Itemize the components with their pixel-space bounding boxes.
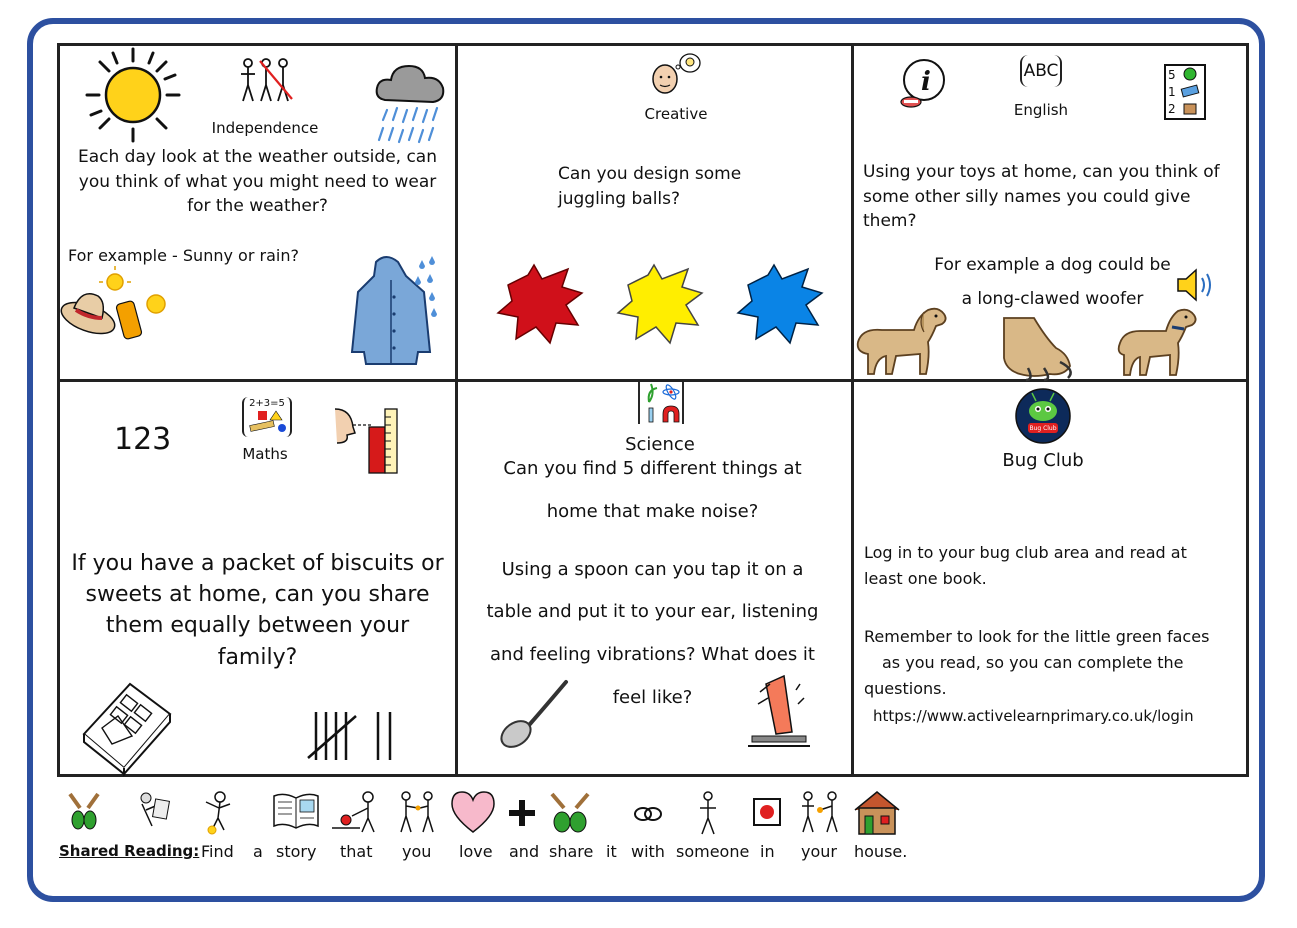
red-paint-splodge — [498, 265, 582, 343]
share-hands-icon — [548, 790, 592, 834]
science-line5: and feeling vibrations? What does it — [490, 644, 815, 665]
rain-cloud-icon — [373, 58, 448, 148]
measuring-height-icon — [333, 407, 403, 477]
blue-paint-splodge — [738, 265, 822, 343]
word-your: your — [801, 842, 837, 861]
word-it: it — [606, 842, 617, 861]
word-you: you — [402, 842, 432, 861]
bugclub-text2-line2: as you read, so you can complete the — [882, 653, 1184, 672]
hands-share-icon — [66, 790, 102, 832]
word-story: story — [276, 842, 317, 861]
find-person-icon — [200, 790, 234, 836]
svg-text:5: 5 — [1168, 68, 1176, 82]
independence-example: For example - Sunny or rain? — [68, 246, 299, 265]
your-people-icon — [798, 790, 842, 834]
someone-person-icon — [696, 790, 720, 836]
tally-marks-icon — [306, 708, 396, 764]
numbered-list-icon — [1164, 64, 1206, 120]
word-find: Find — [201, 842, 234, 861]
shared-reading-title: Shared Reading: — [59, 842, 200, 860]
speaker-icon — [1176, 268, 1218, 302]
information-speech-icon — [897, 58, 949, 110]
bug-club-logo — [1014, 387, 1072, 445]
sun-icon — [83, 45, 183, 145]
vibrating-object-icon — [748, 670, 810, 750]
yellow-paint-splodge — [618, 265, 702, 343]
english-label: English — [1013, 101, 1069, 119]
independence-text: Each day look at the weather outside, can you think of what you might need to wear for the weather? — [77, 147, 437, 217]
science-line4: table and put it to your ear, listening — [486, 601, 819, 622]
word-and: and — [509, 842, 540, 861]
love-heart-icon — [450, 790, 496, 834]
word-that: that — [340, 842, 373, 861]
that-pointing-icon — [330, 790, 380, 834]
science-line6: feel like? — [612, 687, 693, 708]
science-icon — [637, 380, 685, 426]
story-book-icon — [272, 790, 320, 830]
independence-people-icon — [238, 57, 294, 103]
sun-hat-icon — [58, 270, 178, 345]
svg-text:1: 1 — [1168, 85, 1176, 99]
word-love: love — [459, 842, 493, 861]
bugclub-text2-line1: Remember to look for the little green faces — [864, 627, 1210, 646]
creative-head-icon — [650, 53, 702, 97]
creative-text: Can you design some juggling balls? — [558, 164, 742, 209]
spoon-icon — [496, 678, 572, 750]
house-icon — [853, 790, 901, 836]
plus-icon — [509, 800, 535, 826]
chocolate-bar-icon — [82, 680, 174, 774]
science-line2: home that make noise? — [546, 501, 759, 522]
word-a: a — [253, 842, 263, 861]
word-with: with — [631, 842, 665, 861]
claw-paw-icon — [998, 318, 1078, 380]
bugclub-url[interactable]: https://www.activelearnprimary.co.uk/login — [873, 707, 1194, 725]
science-label: Science — [625, 434, 695, 455]
word-in: in — [760, 842, 775, 861]
science-line3: Using a spoon can you tap it on a — [501, 559, 804, 580]
maths-text: If you have a packet of biscuits or sweets at home, can you share them equally between your family? — [71, 551, 444, 670]
you-people-icon — [396, 790, 438, 834]
maths-formula: 2+3=5 — [249, 398, 285, 409]
raincoat-icon — [346, 252, 441, 370]
dog-icon-right — [1114, 303, 1200, 377]
english-text: Using your toys at home, can you think of some other silly names you could give them? — [863, 162, 1220, 232]
bugclub-text2-line3: questions. — [864, 679, 947, 698]
bug-club-badge-text: Bug Club — [1029, 425, 1057, 432]
creative-label: Creative — [644, 105, 708, 123]
bugclub-text1: Log in to your bug club area and read at least one book. — [864, 543, 1187, 588]
dog-icon-left — [852, 302, 950, 377]
word-share: share — [549, 842, 594, 861]
reading-person-icon — [136, 790, 170, 830]
word-house: house. — [854, 842, 908, 861]
maths-number: 123 — [114, 422, 172, 457]
bugclub-label: Bug Club — [1002, 450, 1084, 471]
maths-symbols-icon — [242, 397, 292, 437]
english-example-line1: For example a dog could be — [934, 255, 1171, 275]
in-box-icon — [753, 798, 781, 826]
english-example-line2: a long-clawed woofer — [961, 289, 1144, 309]
svg-text:2: 2 — [1168, 102, 1176, 116]
svg-text:i: i — [921, 67, 931, 97]
science-line1: Can you find 5 different things at — [503, 458, 802, 479]
independence-label: Independence — [211, 119, 319, 137]
word-someone: someone — [676, 842, 750, 861]
with-link-icon — [633, 806, 663, 822]
abc-box: ABC — [1020, 55, 1062, 87]
maths-label: Maths — [242, 445, 288, 463]
